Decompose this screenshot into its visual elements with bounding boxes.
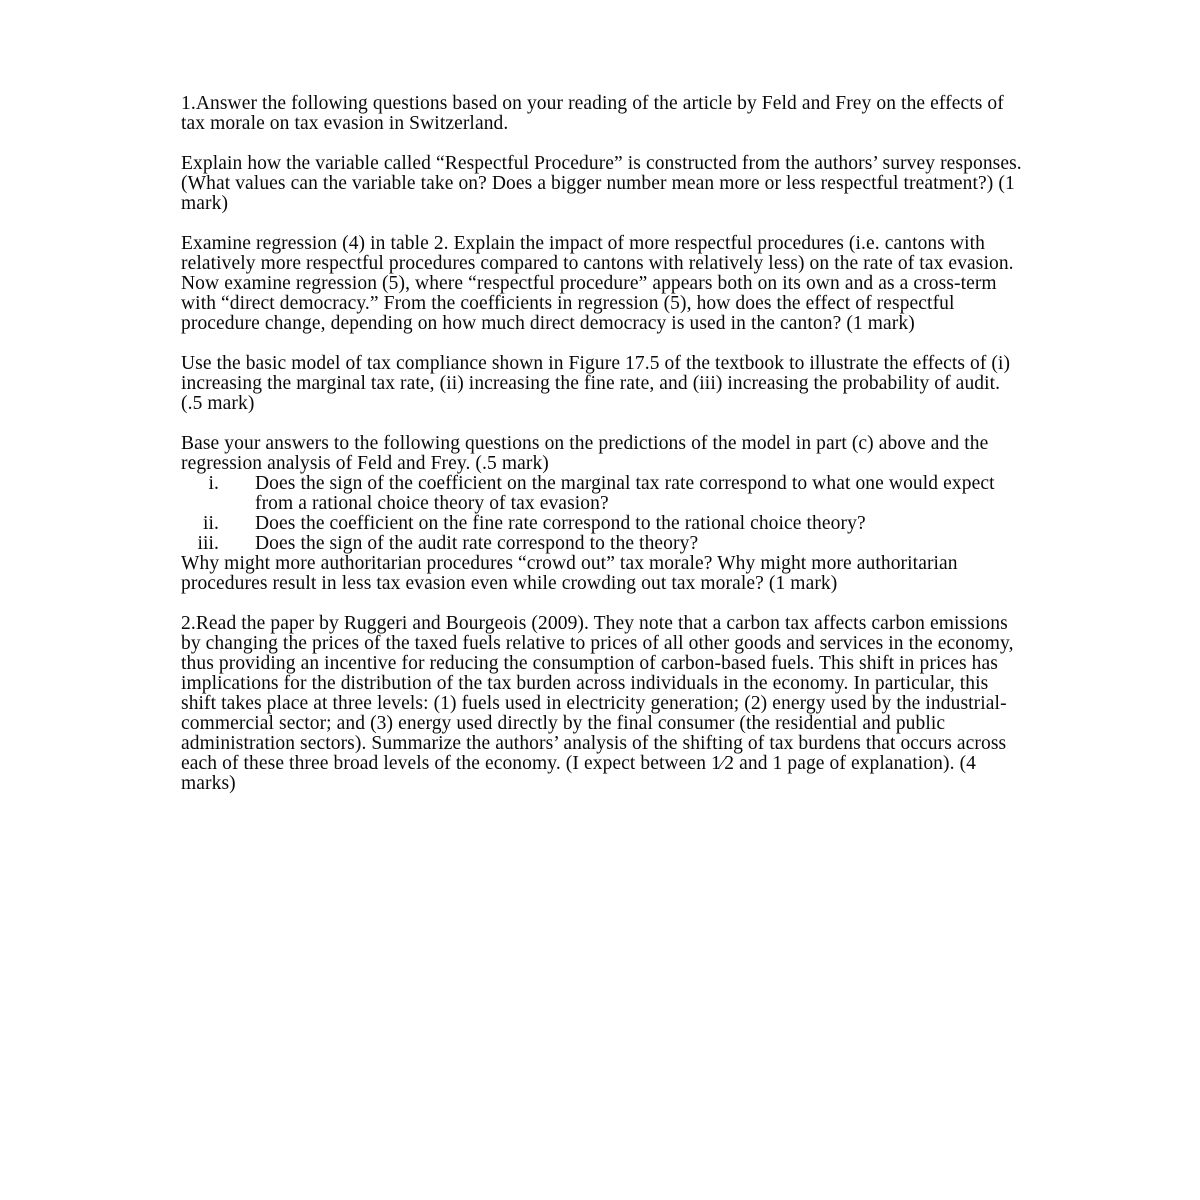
document-text-block bbox=[181, 94, 1022, 794]
paragraph-base-answers-intro: Base your answers to the following questions on the predictions of the model in part (c) above and the regression analysis of Feld and Frey. (.5 mark) bbox=[181, 433, 989, 474]
paragraph-question-2-carbon-tax: 2.Read the paper by Ruggeri and Bourgeois (2009). They note that a carbon tax affects carbon emissions by changing the prices of the taxed fuels relative to prices of all other goods and services in the economy, thus providing an incentive for reducing the consumption of carbon-based fuels. This shift in prices has implications for the distribution of the tax burden across individuals in the economy. In particular, this shift takes place at three levels: (1) fuels used in electricity generation; (2) energy used by the industrial-commercial sector; and (3) energy used directly by the final consumer (the residential and public administration sectors). Summarize the authors’ analysis of the shifting of tax burdens that occurs across each of these three broad levels of the economy. (I expect between 1⁄2 and 1 page of explanation). (4 marks) bbox=[181, 613, 1014, 794]
list-item-i bbox=[181, 474, 1022, 514]
list-item-ii bbox=[181, 514, 1022, 534]
list-item-i-text: Does the sign of the coefficient on the marginal tax rate correspond to what one would expect from a rational choice theory of tax evasion? bbox=[255, 473, 995, 514]
list-marker-ii: ii. bbox=[202, 513, 219, 534]
list-item-iii-text: Does the sign of the audit rate correspond to the theory? bbox=[255, 533, 699, 554]
roman-numeral-list bbox=[181, 474, 1022, 554]
paragraph-regression-analysis: Examine regression (4) in table 2. Explain the impact of more respectful procedures (i.e. cantons with relatively more respectful procedures compared to cantons with relatively less) on the rate of tax evasion. Now examine regression (5), where “respectful procedure” appears both on its own and as a cross-term with “direct democracy.” From the coefficients in regression (5), how does the effect of respectful procedure change, depending on how much direct democracy is used in the canton? (1 mark) bbox=[181, 233, 1014, 334]
paragraph-compliance-model: Use the basic model of tax compliance shown in Figure 17.5 of the textbook to illustrate the effects of (i) increasing the marginal tax rate, (ii) increasing the fine rate, and (iii) increasing the probability of audit. (.5 mark) bbox=[181, 353, 1011, 414]
paragraph-question-1-intro: 1.Answer the following questions based on your reading of the article by Feld and Frey on the effects of tax morale on tax evasion in Switzerland. bbox=[181, 93, 1004, 134]
list-marker-iii: iii. bbox=[197, 533, 219, 554]
list-item-iii bbox=[181, 534, 1022, 554]
list-item-ii-text: Does the coefficient on the fine rate correspond to the rational choice theory? bbox=[255, 513, 866, 534]
paragraph-respectful-procedure: Explain how the variable called “Respectful Procedure” is constructed from the authors’ survey responses. (What values can the variable take on? Does a bigger number mean more or less respectful treatment?) (1 mark) bbox=[181, 153, 1022, 214]
paragraph-crowd-out: Why might more authoritarian procedures “crowd out” tax morale? Why might more authoritarian procedures result in less tax evasion even while crowding out tax morale? (1 mark) bbox=[181, 553, 958, 594]
list-marker-i: i. bbox=[208, 473, 219, 494]
